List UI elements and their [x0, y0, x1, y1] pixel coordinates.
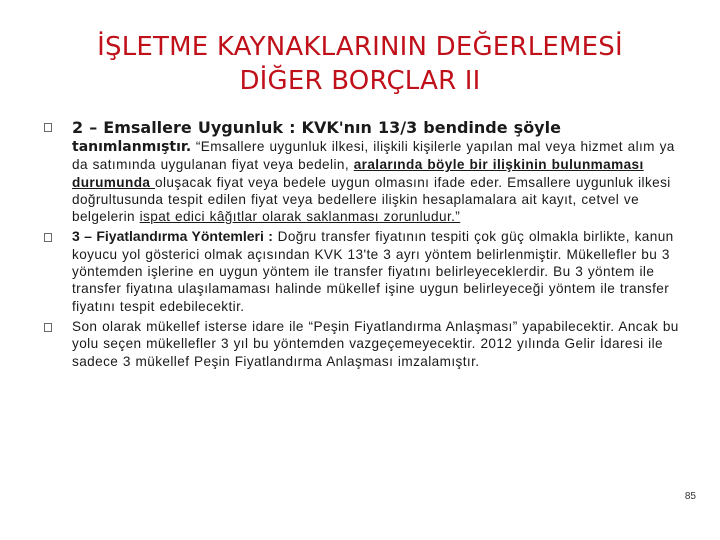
bullet-pesin-fiyatlandirma: [44, 318, 684, 370]
bullet-list: [44, 118, 684, 373]
underlined-bold-text: aralarında böyle bir ilişkinin bulunmaması durumunda: [72, 157, 644, 190]
bullet-text: Doğru transfer fiyatının tespiti çok güç olmakla birlikte, kanun koyucu yol gösterici olmak açısından KVK 13'te 3 ayrı yöntem belirlenmiştir. Mükellefler bu 3 yöntemden işlerine en uygun yöntem ile transfer fiyatını belirleyeceklerdir. Bu 3 yöntem ile transfer fiyatına ulaşılamaması halinde mükellef işine uygun belirleyeceği yöntem ile transfer fiyatını tespit edebilecektir.: [72, 229, 674, 314]
bullet-fiyatlandirma-yontemleri: [44, 228, 684, 314]
underlined-text: ispat edici kâğıtlar olarak saklanması zorunludur.”: [139, 209, 461, 225]
bullet-heading-cont: tanımlanmıştır.: [72, 139, 192, 155]
square-bullet-icon: [44, 123, 52, 132]
title-line-2: DİĞER BORÇLAR II: [239, 66, 481, 96]
square-bullet-icon: [44, 233, 52, 242]
title-line-1: İŞLETME KAYNAKLARININ DEĞERLEMESİ: [97, 32, 623, 62]
bullet-heading: 2 – Emsallere Uygunluk : KVK'nın 13/3 bendinde şöyle: [72, 118, 561, 137]
bullet-text: “Emsallere uygunluk ilkesi, ilişkili kişilerle yapılan mal veya hizmet alım ya da satımında uygulanan fiyat veya bedelin,: [72, 139, 675, 173]
square-bullet-icon: [44, 323, 52, 332]
bullet-emsallere-uygunluk: [44, 118, 684, 225]
bullet-text: Son olarak mükellef isterse idare ile “Peşin Fiyatlandırma Anlaşması” yapabilecektir. Ancak bu yolu seçen mükellefler 3 yıl bu yöntemden vazgeçemeyecektir. 2012 yılında Gelir İdaresi ile sadece 3 mükellef Peşin Fiyatlandırma Anlaşması imzalamıştır.: [72, 318, 679, 369]
bullet-text-cont: oluşacak fiyat veya bedele uygun olmasını ifade eder. Emsallere uygunluk ilkesi doğrultusunda tespit edilen fiyat veya bedellere ilişkin hesaplamalara ait kayıt, cetvel ve belgelerin: [72, 174, 671, 225]
slide-title: [60, 30, 660, 98]
bullet-heading: 3 – Fiyatlandırma Yöntemleri :: [72, 228, 273, 245]
page-number: 85: [684, 491, 696, 502]
